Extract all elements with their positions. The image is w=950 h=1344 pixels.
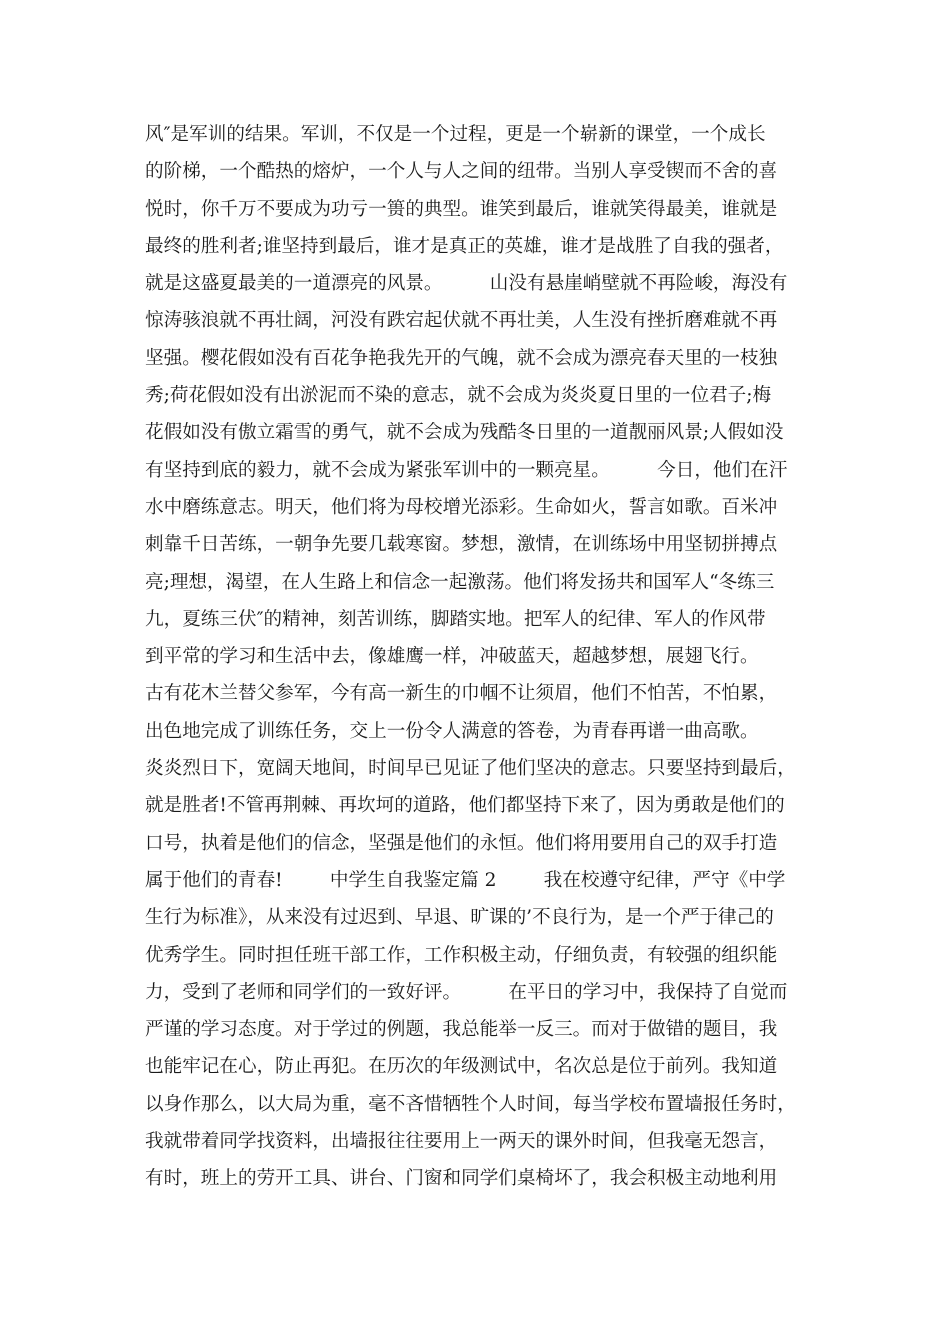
text-line: 惊涛骇浪就不再壮阔，河没有跌宕起伏就不再壮美，人生没有挫折磨难就不再 xyxy=(145,310,778,332)
text-line: 有坚持到底的毅力，就不会成为紧张军训中的一颗亮星。 今日，他们在汗 xyxy=(145,459,788,481)
text-line: 有时，班上的劳开工具、讲台、门窗和同学们桌椅坏了，我会积极主动地利用 xyxy=(145,1168,778,1190)
text-line: 就是这盛夏最美的一道漂亮的风景。 山没有悬崖峭壁就不再险峻，海没有 xyxy=(145,273,788,295)
text-line: 刺靠千日苦练，一朝争先要几载寒窗。梦想，激情，在训练场中用坚韧拼搏点 xyxy=(145,534,778,556)
text-line: 属于他们的青春! 中学生自我鉴定篇 2 我在校遵守纪律，严守《中学 xyxy=(145,869,786,891)
text-line: 坚强。樱花假如没有百花争艳我先开的气魄，就不会成为漂亮春天里的一枝独 xyxy=(145,347,778,369)
text-line: 炎炎烈日下，宽阔天地间，时间早已见证了他们坚决的意志。只要坚持到最后， xyxy=(145,758,796,780)
text-line: 以身作那么，以大局为重，毫不吝惜牺牲个人时间，每当学校布置墙报任务时， xyxy=(145,1093,796,1115)
body-text xyxy=(145,116,815,1198)
text-line: 秀;荷花假如没有出淤泥而不染的意志，就不会成为炎炎夏日里的一位君子;梅 xyxy=(145,385,772,407)
text-line: 最终的胜利者;谁坚持到最后，谁才是真正的英雄，谁才是战胜了自我的强者， xyxy=(145,235,784,257)
text-line: 亮;理想，渴望，在人生路上和信念一起激荡。他们将发扬共和国军人“冬练三 xyxy=(145,571,775,593)
text-line: 我就带着同学找资料，出墙报往往要用上一两天的课外时间，但我毫无怨言， xyxy=(145,1131,778,1153)
text-line: 力，受到了老师和同学们的一致好评。 在平日的学习中，我保持了自觉而 xyxy=(145,981,788,1003)
text-line: 口号，执着是他们的信念，坚强是他们的永恒。他们将用要用自己的双手打造 xyxy=(145,832,778,854)
text-line: 优秀学生。同时担任班干部工作，工作积极主动，仔细负责，有较强的组织能 xyxy=(145,944,778,966)
text-line: 出色地完成了训练任务，交上一份令人满意的答卷，为青春再谱一曲高歌。 xyxy=(145,720,759,742)
text-line: 就是胜者!不管再荆棘、再坎坷的道路，他们都坚持下来了，因为勇敢是他们的 xyxy=(145,795,785,817)
text-line: 的阶梯，一个酷热的熔炉，一个人与人之间的纽带。当别人享受锲而不舍的喜 xyxy=(145,161,778,183)
text-line: 风″是军训的结果。军训，不仅是一个过程，更是一个崭新的课堂，一个成长 xyxy=(145,124,766,145)
text-line: 到平常的学习和生活中去，像雄鹰一样，冲破蓝天，超越梦想，展翅飞行。 xyxy=(145,646,759,668)
text-line: 悦时，你千万不要成为功亏一篑的典型。谁笑到最后，谁就笑得最美，谁就是 xyxy=(145,198,778,220)
text-line: 生行为标准》，从来没有过迟到、早退、旷课的’不良行为，是一个严于律己的 xyxy=(145,907,774,929)
text-line: 水中磨练意志。明天，他们将为母校增光添彩。生命如火，誓言如歌。百米冲 xyxy=(145,496,778,518)
text-line: 九，夏练三伏″的精神，刻苦训练，脚踏实地。把军人的纪律、军人的作风带 xyxy=(145,608,766,630)
text-line: 花假如没有傲立霜雪的勇气，就不会成为残酷冬日里的一道靓丽风景;人假如没 xyxy=(145,422,784,444)
text-line: 严谨的学习态度。对于学过的例题，我总能举一反三。而对于做错的题目，我 xyxy=(145,1019,778,1041)
text-line: 也能牢记在心，防止再犯。在历次的年级测试中，名次总是位于前列。我知道 xyxy=(145,1056,778,1078)
text-line: 古有花木兰替父参军，今有高一新生的巾帼不让须眉，他们不怕苦，不怕累， xyxy=(145,683,778,705)
